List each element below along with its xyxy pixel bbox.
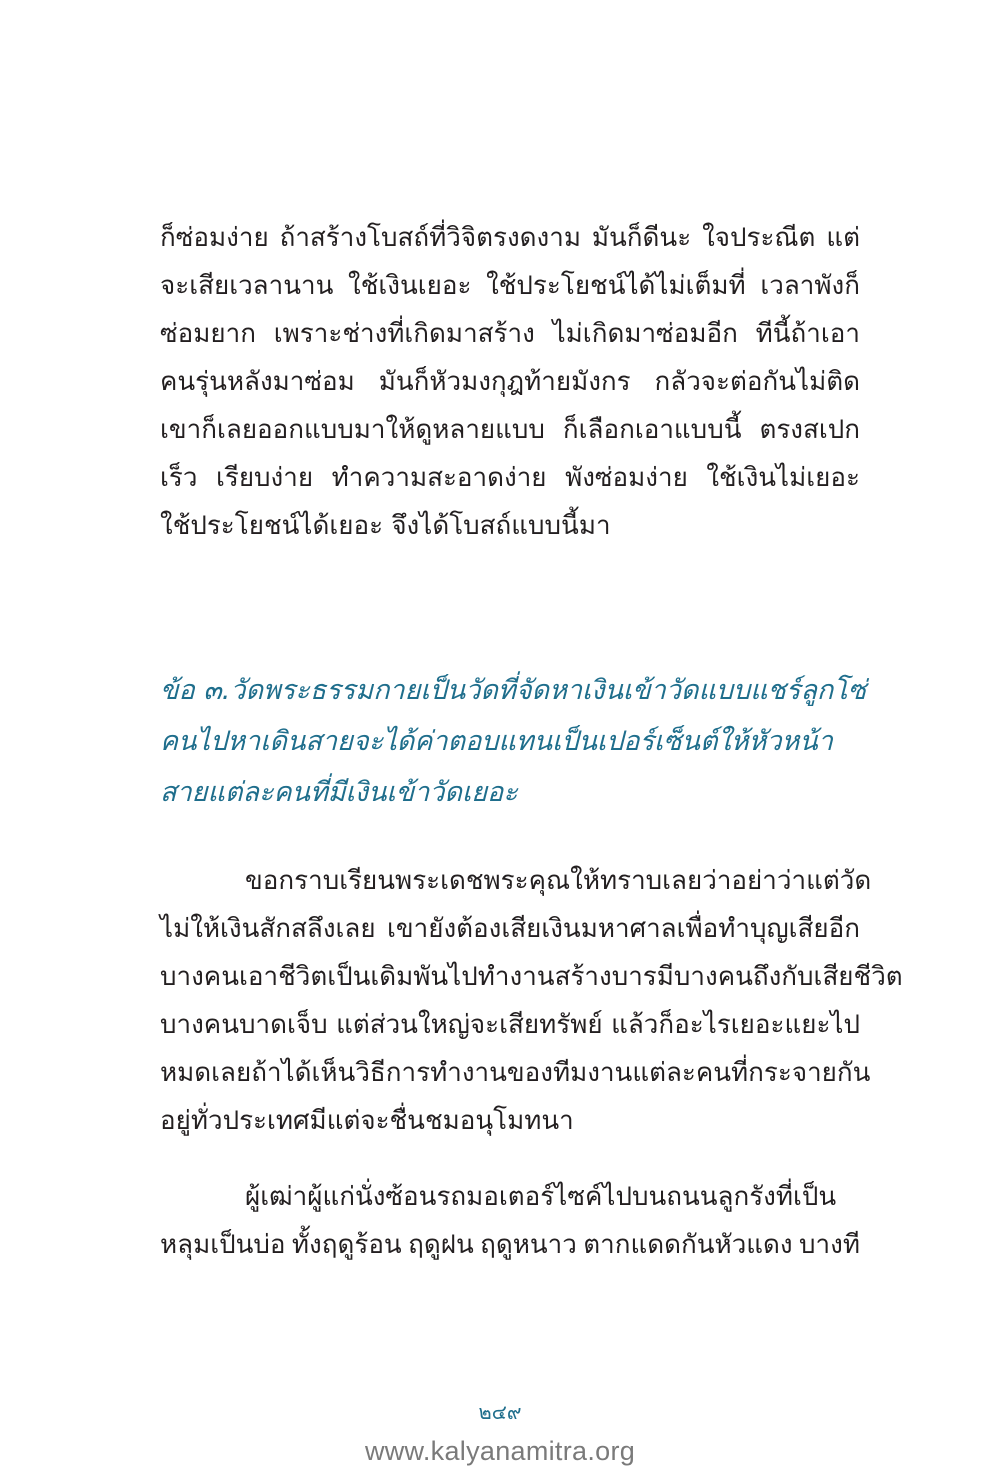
text-line — [160, 1049, 871, 1097]
text-line — [160, 310, 860, 358]
word: ขอกราบเรียนพระเดชพระคุณให้ทราบเลยว่า — [245, 866, 732, 896]
word: หมดเลย — [160, 1058, 252, 1088]
text-line — [160, 262, 860, 310]
word: ฤดูหนาว — [480, 1230, 577, 1260]
word: เขายังต้องเสียเงินมหาศาลเพื่อทำบุญเสียอีก — [386, 914, 860, 944]
word: ทั้งฤดูร้อน — [291, 1230, 402, 1260]
word: พังซ่อมง่าย — [565, 463, 688, 493]
website-url[interactable]: www.kalyanamitra.org — [364, 1436, 636, 1466]
word: ถ้าได้เห็นวิธีการทำงานของทีมงานแต่ละคนที่กระจายกัน — [251, 1058, 871, 1088]
word: ก็ซ่อมง่าย — [160, 223, 269, 253]
heading-line — [160, 667, 867, 715]
word: เรียบง่าย — [215, 463, 314, 493]
text-line — [160, 1001, 860, 1049]
word: มันก็หัวมงกุฎท้ายมังกร — [378, 367, 631, 397]
word: ทีนี้ถ้าเอา — [755, 319, 860, 349]
word: ฤดูฝน — [408, 1230, 474, 1260]
word: คนไปหาเดินสายจะได้ค่าตอบแทนเป็นเปอร์เซ็นต์ให้หัวหน้า — [160, 726, 833, 757]
text-line — [160, 454, 860, 502]
word: จะเสียเวลานาน — [160, 271, 334, 301]
word: ถ้าสร้างโบสถ์ที่วิจิตรงดงาม — [279, 223, 581, 253]
text-line — [160, 358, 860, 406]
page-number: ๒๔๙ — [478, 1400, 522, 1424]
heading-line: สายแต่ละคนที่มีเงินเข้าวัดเยอะ — [160, 777, 518, 808]
word: หลุมเป็นบ่อ — [160, 1230, 286, 1260]
word: ข้อ ๓. — [160, 675, 231, 706]
word: ใจประณีต — [702, 223, 816, 253]
word: กลัวจะต่อกันไม่ติด — [654, 367, 860, 397]
word: วัดพระธรรมกายเป็นวัดที่จัดหาเงินเข้าวัดแบบแชร์ลูกโซ่ — [230, 675, 867, 706]
word: ซ่อมยาก — [160, 319, 256, 349]
word: มันก็ดีนะ — [591, 223, 692, 253]
word: ไม่เกิดมาซ่อมอีก — [552, 319, 738, 349]
word: บางคนถึงกับเสียชีวิต — [673, 962, 903, 992]
word: เวลาพังก็ — [760, 271, 860, 301]
word: ตรงสเปก — [759, 415, 860, 445]
text-line: อยู่ทั่วประเทศมีแต่จะชื่นชมอนุโมทนา — [160, 1106, 574, 1136]
word: คนรุ่นหลังมาซ่อม — [160, 367, 355, 397]
word: ผู้เฒ่าผู้แก่นั่งซ้อนรถมอเตอร์ไซค์ไปบนถนนลูกรังที่เป็น — [245, 1182, 837, 1212]
word: บางคนเอาชีวิตเป็นเดิมพันไปทำงานสร้างบารมี — [160, 962, 674, 992]
word: ใช้ประโยชน์ได้ไม่เต็มที่ — [486, 271, 746, 301]
text-line — [160, 406, 860, 454]
word: แล้วก็อะไรเยอะแยะไป — [611, 1010, 860, 1040]
word: เร็ว — [160, 463, 198, 493]
word: ใช้เงินไม่เยอะ — [706, 463, 860, 493]
word: บางที — [799, 1230, 860, 1260]
text-line — [160, 857, 872, 905]
text-line: ใช้ประโยชน์ได้เยอะ จึงได้โบสถ์แบบนี้มา — [160, 511, 611, 541]
word: เขาก็เลยออกแบบมาให้ดูหลายแบบ — [160, 415, 545, 445]
word: ไม่ให้เงินสักสลึงเลย — [160, 914, 376, 944]
word: ใช้เงินเยอะ — [348, 271, 472, 301]
text-line — [160, 1173, 860, 1221]
heading-line — [160, 718, 860, 766]
word: เพราะช่างที่เกิดมาสร้าง — [273, 319, 535, 349]
word: อย่าว่าแต่วัด — [731, 866, 872, 896]
word: แต่ส่วนใหญ่จะเสียทรัพย์ — [336, 1010, 603, 1040]
word: ตากแดดกันหัวแดง — [583, 1230, 793, 1260]
text-line — [160, 1221, 860, 1269]
word: ก็เลือกเอาแบบนี้ — [562, 415, 742, 445]
text-line — [160, 953, 903, 1001]
word: บางคนบาดเจ็บ — [160, 1010, 328, 1040]
text-line — [160, 905, 860, 953]
text-line — [160, 214, 860, 262]
word: แต่ — [826, 223, 860, 253]
word: ทำความสะอาดง่าย — [331, 463, 547, 493]
